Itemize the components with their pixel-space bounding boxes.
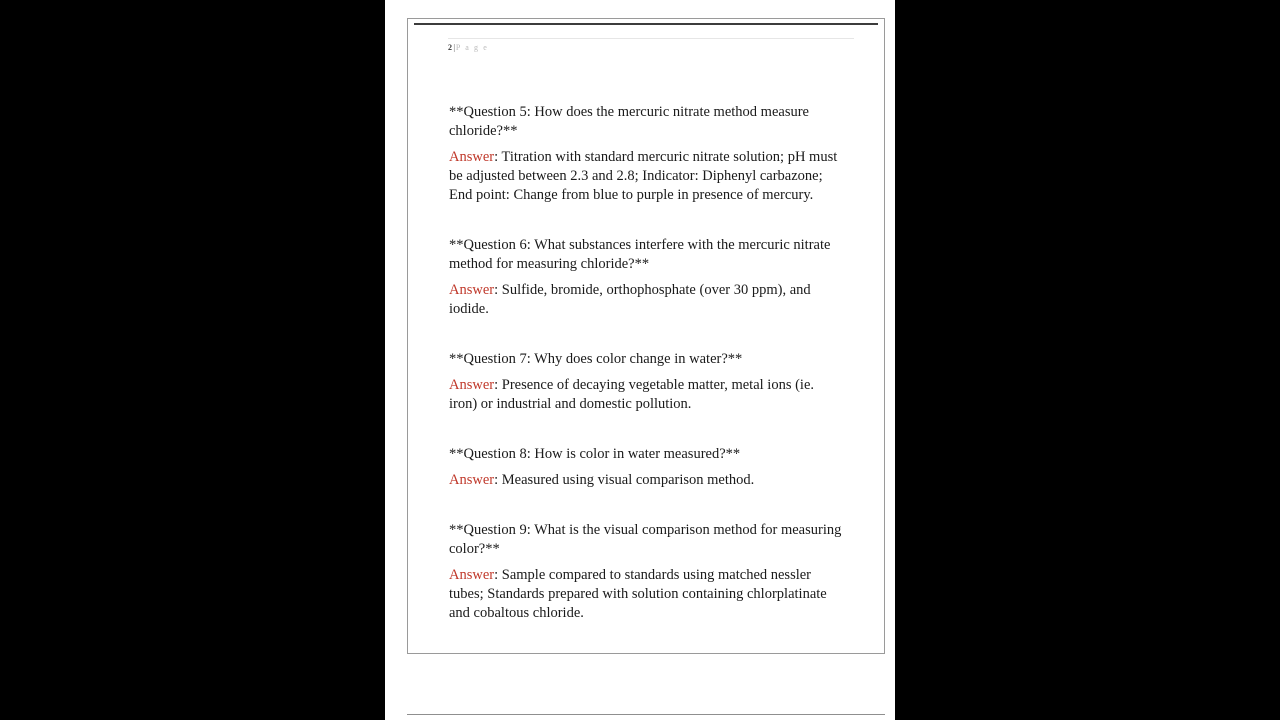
- qa-block: [449, 445, 844, 490]
- answer-text: : Sample compared to standards using matched nessler tubes; Standards prepared with solution containing chlorplatinate and cobaltous chloride.: [449, 567, 827, 621]
- question-text: **Question 5: How does the mercuric nitrate method measure chloride?**: [449, 104, 809, 139]
- qa-block: [449, 236, 844, 319]
- answer-label: Answer: [449, 472, 495, 488]
- question-text: **Question 7: Why does color change in water?**: [449, 351, 743, 367]
- answer-label: Answer: [449, 377, 495, 393]
- letterbox-right: [895, 0, 1280, 720]
- question-text: **Question 6: What substances interfere with the mercuric nitrate method for measuring chloride?**: [449, 237, 831, 272]
- question-text: **Question 9: What is the visual comparison method for measuring color?**: [449, 522, 842, 557]
- page-word-label: P a g e: [455, 43, 489, 52]
- answer-paragraph: [449, 566, 844, 623]
- answer-label: Answer: [449, 282, 495, 298]
- qa-block: [449, 350, 844, 414]
- next-page-top-edge: [407, 714, 885, 715]
- page-number-separator: |: [453, 43, 455, 52]
- document-page: [407, 18, 885, 654]
- page-number-value: 2: [448, 43, 453, 52]
- header-divider: [448, 38, 854, 39]
- answer-paragraph: [449, 376, 844, 414]
- answer-paragraph: [449, 471, 844, 490]
- qa-block: [449, 521, 844, 623]
- answer-label: Answer: [449, 149, 495, 165]
- letterbox-left: [0, 0, 385, 720]
- qa-block: [449, 103, 844, 205]
- page-number-label: [448, 43, 854, 53]
- answer-label: Answer: [449, 567, 495, 583]
- document-scroll-area[interactable]: [385, 0, 895, 720]
- answer-text: : Sulfide, bromide, orthophosphate (over 30 ppm), and iodide.: [449, 282, 811, 317]
- page-header: [448, 38, 854, 53]
- answer-text: : Measured using visual comparison method.: [494, 472, 755, 488]
- answer-text: : Titration with standard mercuric nitrate solution; pH must be adjusted between 2.3 and 2.8; Indicator: Diphenyl carbazone; End point: Change from blue to purple in presence of mercury.: [449, 149, 838, 203]
- page-body-content: [449, 103, 844, 623]
- answer-paragraph: [449, 148, 844, 205]
- question-text: **Question 8: How is color in water measured?**: [449, 446, 741, 462]
- answer-text: : Presence of decaying vegetable matter, metal ions (ie. iron) or industrial and domestic pollution.: [449, 377, 815, 412]
- answer-paragraph: [449, 281, 844, 319]
- page-top-rule: [414, 23, 878, 25]
